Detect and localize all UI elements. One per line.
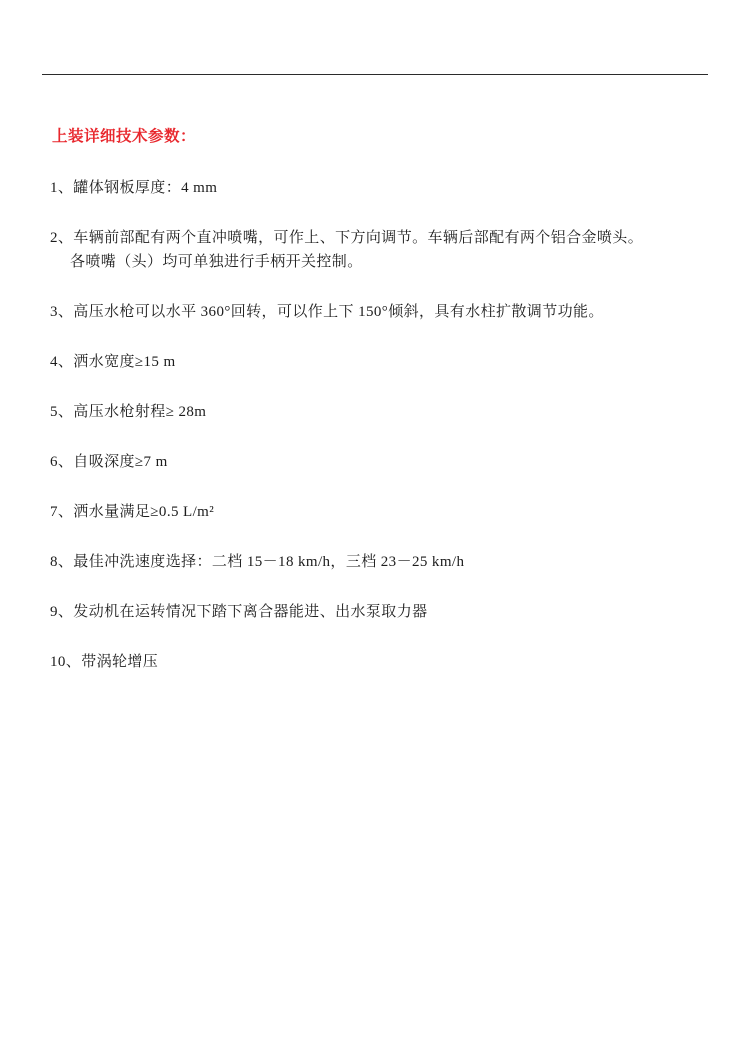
paragraph-9 [50, 600, 708, 624]
paragraph-3-text: 3、高压水枪可以水平 360°回转，可以作上下 150°倾斜，具有水柱扩散调节功能。 [50, 304, 604, 320]
paragraph-7 [50, 500, 708, 524]
paragraph-8-text: 8、最佳冲洗速度选择：二档 15－18 km/h，三档 23－25 km/h [50, 554, 465, 570]
header-divider [42, 74, 708, 75]
paragraph-8 [50, 550, 708, 574]
paragraph-6 [50, 450, 708, 474]
paragraph-1-text: 1、罐体钢板厚度：4 mm [50, 180, 218, 196]
paragraph-6-text: 6、自吸深度≥7 m [50, 454, 168, 470]
paragraph-2-text: 2、车辆前部配有两个直冲喷嘴，可作上、下方向调节。车辆后部配有两个铝合金喷头。 [50, 230, 644, 246]
paragraph-10 [50, 650, 708, 674]
paragraph-7-text: 7、洒水量满足≥0.5 L/m² [50, 504, 215, 520]
paragraph-4-text: 4、洒水宽度≥15 m [50, 354, 176, 370]
page-title: 上装详细技术参数： [52, 128, 197, 145]
paragraph-5 [50, 400, 708, 424]
paragraph-4 [50, 350, 708, 374]
paragraph-10-text: 10、带涡轮增压 [50, 654, 159, 670]
paragraph-2-continuation: 各喷嘴（头）均可单独进行手柄开关控制。 [70, 254, 363, 270]
paragraph-3 [50, 300, 708, 324]
paragraph-5-text: 5、高压水枪射程≥ 28m [50, 404, 207, 420]
paragraph-9-text: 9、发动机在运转情况下踏下离合器能进、出水泵取力器 [50, 604, 428, 620]
paragraph-2 [50, 226, 708, 274]
paragraph-1 [50, 176, 708, 200]
document-body [42, 124, 708, 700]
